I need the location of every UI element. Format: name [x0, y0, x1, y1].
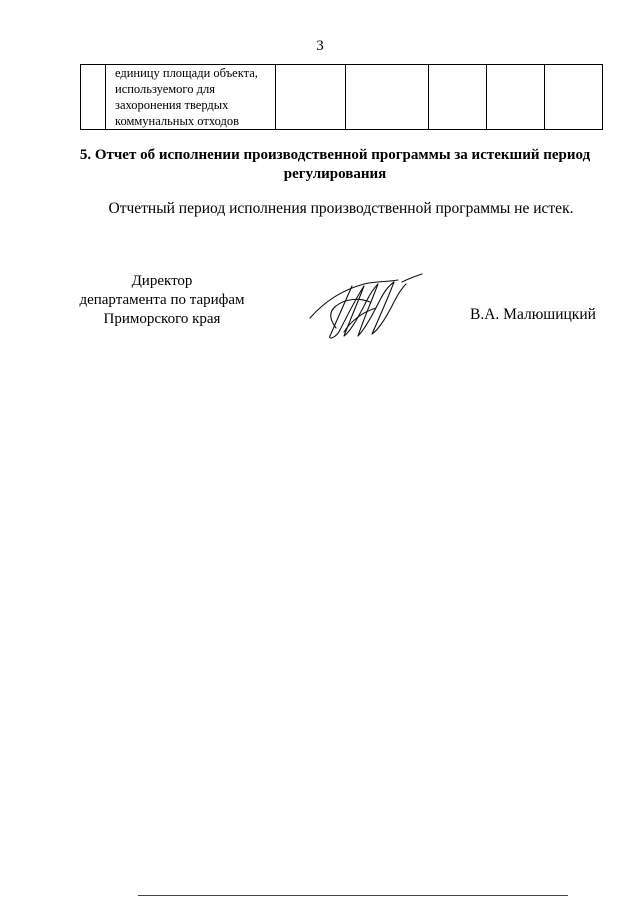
description-line: используемого для	[115, 82, 215, 96]
signer-name: В.А. Малюшицкий	[470, 306, 596, 323]
table-row	[81, 65, 603, 130]
table-cell-empty	[346, 65, 429, 130]
table-cell-empty	[545, 65, 603, 130]
description-line: захоронения твердых	[115, 98, 229, 112]
description-line: коммунальных отходов	[115, 114, 239, 128]
footer-divider	[138, 895, 568, 896]
table-cell-empty	[276, 65, 346, 130]
table-cell-empty	[487, 65, 545, 130]
section-body-text: Отчетный период исполнения производственной программы не истек.	[108, 200, 574, 217]
section-heading	[70, 146, 600, 184]
page-number: 3	[316, 38, 324, 54]
table-cell-description	[106, 65, 276, 130]
description-line: единицу площади объекта,	[115, 66, 258, 80]
handwritten-signature	[306, 272, 426, 344]
signer-position-line: Директор	[131, 273, 193, 289]
table-cell-number	[81, 65, 106, 130]
signer-position	[72, 272, 252, 329]
continuation-table	[80, 64, 603, 130]
section-heading-line: 5. Отчет об исполнении производственной программы за истекший период	[79, 147, 591, 163]
signer-position-line: Приморского края	[103, 311, 221, 327]
table-cell-empty	[429, 65, 487, 130]
signer-position-line: департамента по тарифам	[79, 292, 245, 308]
section-heading-line: регулирования	[283, 166, 387, 182]
